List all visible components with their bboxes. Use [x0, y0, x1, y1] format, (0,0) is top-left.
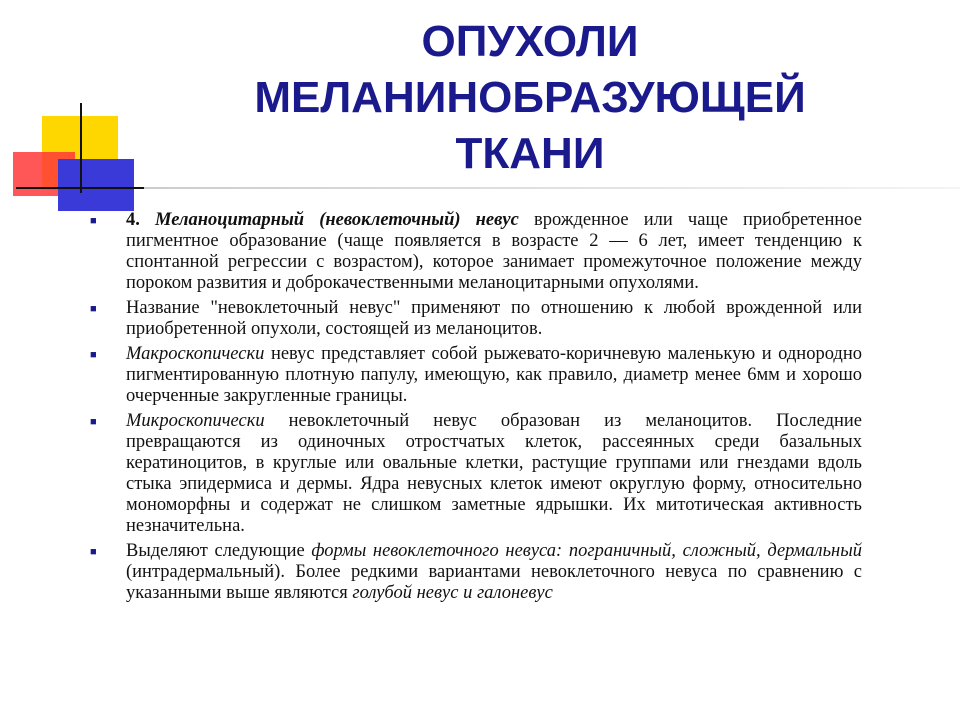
paragraph-2: [90, 298, 862, 340]
paragraph-1: [90, 210, 862, 294]
paragraph-4: [90, 411, 862, 537]
paragraph-5: [90, 541, 862, 604]
paragraph-term: Меланоцитарный (невоклеточный) невус: [155, 210, 519, 230]
title-line-2: МЕЛАНИНОБРАЗУЮЩЕЙ: [254, 73, 806, 122]
paragraph-text: [126, 298, 862, 340]
paragraph-term: Микроскопически: [126, 411, 265, 431]
paragraph-3: [90, 344, 862, 407]
paragraph-term: формы невоклеточного невуса: пограничный, сложный, дермальный: [311, 541, 862, 561]
paragraph-term-2: голубой невус и галоневус: [352, 583, 553, 603]
title-line-1: ОПУХОЛИ: [421, 17, 639, 66]
paragraph-text: [126, 411, 862, 537]
square-bullet-icon: ■: [90, 215, 97, 227]
paragraph-body: невоклеточный невус образован из меланоцитов. Последние превращаются из одиночных отростчатых клеток, рассеянных среди базальных кератиноцитов, в круглые или овальные клетки, растущие группами или гнездами вдоль стыка эпидермиса и дермы. Ядра невусных клеток имеют округлую форму, относительно мономорфны и содержат не слишком заметные ядрышки. Их митотическая активность незначительна.: [126, 411, 862, 536]
paragraph-text: [126, 541, 862, 604]
paragraph-body: (интрадермальный). Более редкими вариантами невоклеточного невуса по сравнению с указанными выше являются: [126, 562, 862, 603]
square-bullet-icon: ■: [90, 416, 97, 428]
paragraph-text: [126, 344, 862, 407]
decor-horizontal-line: [16, 187, 144, 189]
slide-content: [90, 210, 862, 608]
square-bullet-icon: ■: [90, 303, 97, 315]
paragraph-number: 4.: [126, 210, 140, 230]
decor-vertical-line: [80, 103, 82, 193]
paragraph-lead: Выделяют следующие: [126, 541, 312, 561]
square-bullet-icon: ■: [90, 546, 97, 558]
paragraph-term: Макроскопически: [126, 344, 265, 364]
decor-horizontal-rule: [80, 187, 960, 189]
paragraph-body: невус представляет собой рыжевато-коричневую маленькую и однородно пигментированную плотную папулу, имеющую, как правило, диаметр менее 6мм и хорошо очерченные закругленные границы.: [126, 344, 862, 406]
decor-blue-square: [58, 159, 134, 211]
paragraph-body: врожденное или чаще приобретенное пигментное образование (чаще появляется в возрасте 2 — 6 лет, имеет тенденцию к спонтанной регрессии с возрастом), которое занимает промежуточное положение между пороком развития и доброкачественными меланоцитарными опухолями.: [126, 210, 862, 293]
slide-title: [180, 14, 880, 182]
square-bullet-icon: ■: [90, 349, 97, 361]
paragraph-body: Название "невоклеточный невус" применяют по отношению к любой врожденной или приобретенной опухоли, состоящей из меланоцитов.: [126, 298, 862, 339]
paragraph-text: [126, 210, 862, 294]
title-line-3: ТКАНИ: [455, 129, 605, 178]
